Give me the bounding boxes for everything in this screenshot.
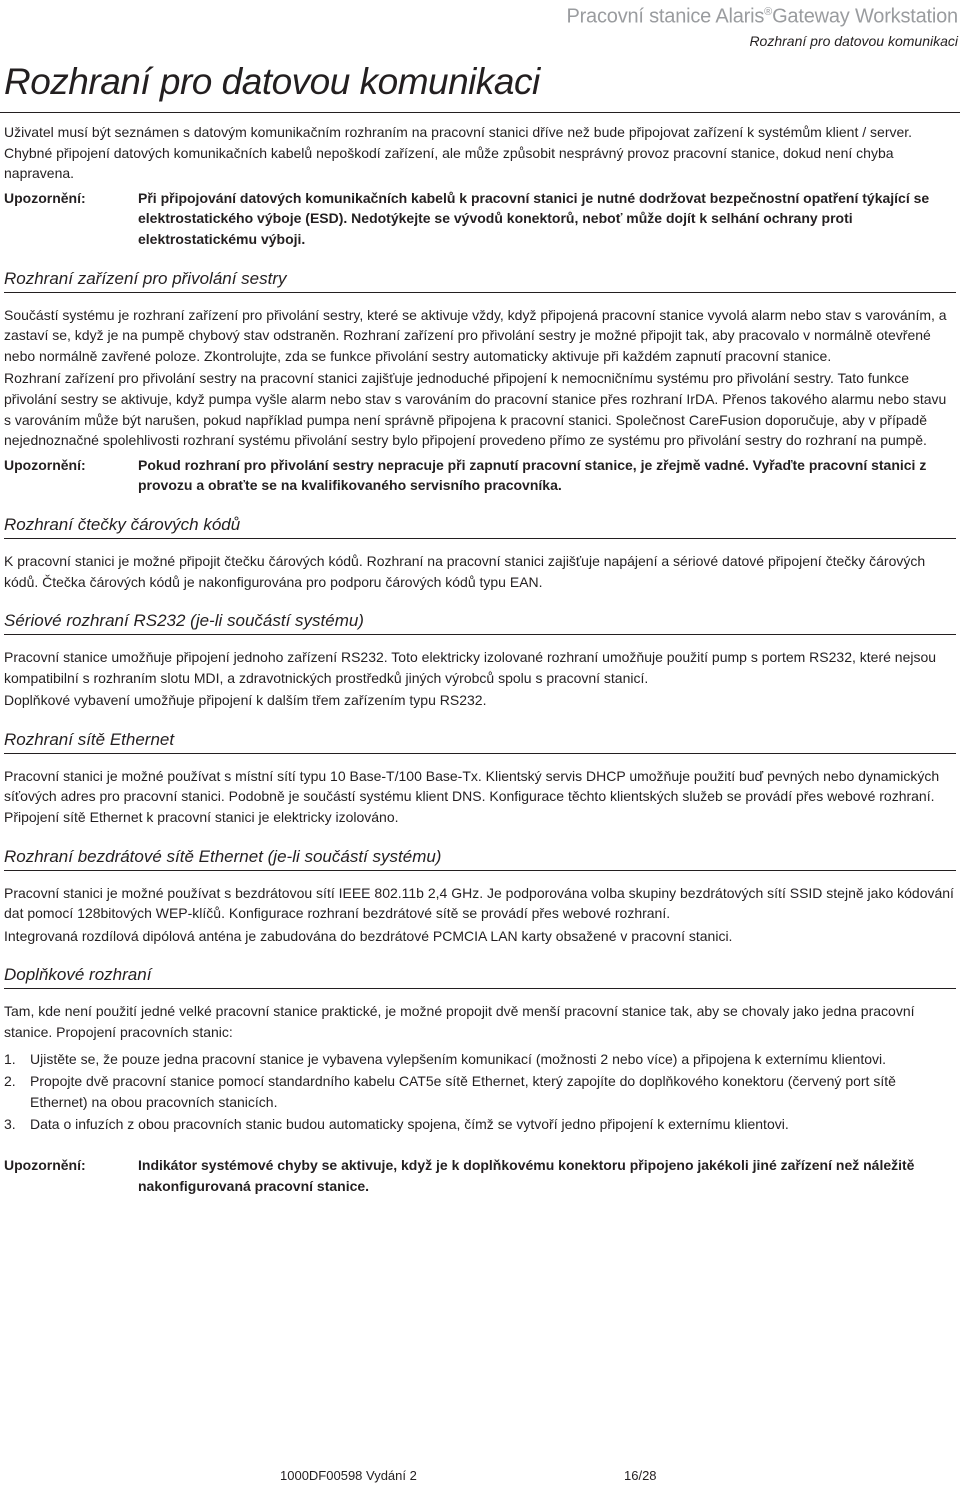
step-number: 1. <box>4 1050 16 1067</box>
warning-aux <box>4 1155 956 1196</box>
page-number: 16/28 <box>624 1468 657 1483</box>
wireless-paragraph-1: Pracovní stanici je možné používat s bezdrátovou sítí IEEE 802.11b 2,4 GHz. Je podporována volba skupiny bezdrátových sítí SSID stejně jako kódování dat pomocí 128bitových WEP-klíčů. Konfigurace rozhraní bezdrátové sítě se provádí přes webové rozhraní. <box>4 884 954 922</box>
heading-nurse-call: Rozhraní zařízení pro přivolání sestry <box>4 268 956 293</box>
list-item <box>4 1071 956 1112</box>
header-section-title: Rozhraní pro datovou komunikaci <box>749 32 958 49</box>
main-content <box>4 122 956 1200</box>
warning-text: Pokud rozhraní pro přivolání sestry nepracuje při zapnutí pracovní stanice, je zřejmě vadné. Vyřaďte pracovní stanici z provozu a obraťte se na kvalifikovaného servisního pracovníka. <box>138 456 927 494</box>
nurse-call-paragraph-2: Rozhraní zařízení pro přivolání sestry na pracovní stanici zajišťuje jednoduché připojení k nemocničnímu systému pro přivolání sestry. Tato funkce přivolání sestry se aktivuje, když pumpa vyšle alarm nebo stav s varováním do pracovní stanice přes rozhraní IrDA. Přenos takového alarmu nebo stavu s varováním může být narušen, pokud například pumpa není správně připojena k pracovní stanici. Společnost CareFusion doporučuje, aby v případě nejednoznačné spolehlivosti rozhraní systému přivolání sestry bylo připojení provedeno přímo ze systému pro přivolání sestry do rozhraní na pumpě. <box>4 370 947 449</box>
warning-esd <box>4 188 956 250</box>
heading-ethernet: Rozhraní sítě Ethernet <box>4 729 956 754</box>
heading-wireless: Rozhraní bezdrátové sítě Ethernet (je-li součástí systému) <box>4 846 956 871</box>
product-name: Pracovní stanice Alaris®Gateway Workstation <box>566 5 958 28</box>
warning-text: Indikátor systémové chyby se aktivuje, když je k doplňkovému konektoru připojeno jakékoli jiné zařízení než náležitě nakonfigurovaná pracovní stanice. <box>138 1157 915 1194</box>
step-text: Data o infuzích z obou pracovních stanic budou automaticky spojena, čímž se vytvoří jedno připojení k externímu klientovi. <box>30 1116 789 1133</box>
warning-nurse-call <box>4 455 956 496</box>
warning-label: Upozornění: <box>4 189 86 206</box>
barcode-paragraph: K pracovní stanici je možné připojit čtečku čárových kódů. Rozhraní na pracovní stanici zajišťuje napájení a sériové datové připojení čtečky čárových kódů. Čtečka čárových kódů je nakonfigurována pro podporu čárových kódů typu EAN. <box>4 552 926 590</box>
step-number: 2. <box>4 1073 16 1090</box>
heading-aux: Doplňkové rozhraní <box>4 964 956 989</box>
step-text: Propojte dvě pracovní stanice pomocí standardního kabelu CAT5e sítě Ethernet, který zapojíte do doplňkového konektoru (červený port sítě Ethernet) na obou pracovních stanicích. <box>30 1073 896 1110</box>
intro-paragraph: Uživatel musí být seznámen s datovým komunikačním rozhraním na pracovní stanici dříve než bude připojovat zařízení k systémům klient / server. Chybné připojení datových komunikačních kabelů nepoškodí zařízení, ale může způsobit nesprávný provoz pracovní stanice, dokud není chyba napravena. <box>4 124 913 182</box>
heading-barcode: Rozhraní čtečky čárových kódů <box>4 514 956 539</box>
rs232-paragraph-1: Pracovní stanice umožňuje připojení jednoho zařízení RS232. Toto elektricky izolované rozhraní umožňuje použití pump s portem RS232, které nejsou kompatibilní s rozhraním slotu MDI, a zdravotnických prostředků jiných výrobců spolu s pracovní stanicí. <box>4 649 937 686</box>
step-text: Ujistěte se, že pouze jedna pracovní stanice je vybavena vylepšením komunikací (možnosti 2 nebo více) a připojena k externímu klientovi. <box>30 1050 886 1067</box>
list-item <box>4 1114 956 1135</box>
running-header <box>566 0 958 50</box>
title-divider <box>0 112 960 113</box>
rs232-paragraph-2: Doplňkové vybavení umožňuje připojení k dalším třem zařízením typu RS232. <box>4 692 487 709</box>
warning-label: Upozornění: <box>4 456 86 473</box>
list-item <box>4 1049 956 1070</box>
page-title: Rozhraní pro datovou komunikaci <box>4 61 540 102</box>
nurse-call-paragraph-1: Součástí systému je rozhraní zařízení pro přivolání sestry, které se aktivuje vždy, když připojená pracovní stanice vyvolá alarm nebo stav s varováním, a zastaví se, když je na pumpě chybový stav odstraněn. Rozhraní zařízení pro přivolání sestry je možné připojit tak, aby pracovalo v normálně otevřené nebo normálně zavřené poloze. Zkontrolujte, zda se funkce přivolání sestry automaticky aktivuje při každém zapnutí pracovní stanice. <box>4 306 947 364</box>
step-number: 3. <box>4 1116 16 1133</box>
ethernet-paragraph: Pracovní stanici je možné používat s místní sítí typu 10 Base-T/100 Base-Tx. Klientský servis DHCP umožňuje použití buď pevných nebo dynamických síťových adres pro pracovní stanici. Podobně je součástí systému klient DNS. Konfigurace těchto klientských služeb se provádí přes webové rozhraní. Připojení sítě Ethernet k pracovní stanici je elektricky izolováno. <box>4 767 940 826</box>
wireless-paragraph-2: Integrovaná rozdílová dipólová anténa je zabudována do bezdrátové PCMCIA LAN karty obsažené v pracovní stanici. <box>4 927 733 944</box>
heading-rs232: Sériové rozhraní RS232 (je-li součástí systému) <box>4 610 956 635</box>
aux-paragraph: Tam, kde není použití jedné velké pracovní stanice praktické, je možné propojit dvě menší pracovní stanice tak, aby se chovaly jako jedna pracovní stanice. Propojení pracovních stanic: <box>4 1003 915 1041</box>
aux-steps-list <box>4 1049 956 1135</box>
document-number: 1000DF00598 Vydání 2 <box>280 1468 417 1483</box>
warning-text: Při připojování datových komunikačních kabelů k pracovní stanici je nutné dodržovat bezpečnostní opatření týkající se elektrostatického výboje (ESD). Nedotýkejte se vývodů konektorů, neboť může dojít k selhání ochrany proti elektrostatickému výboji. <box>138 189 930 247</box>
warning-label: Upozornění: <box>4 1157 86 1173</box>
